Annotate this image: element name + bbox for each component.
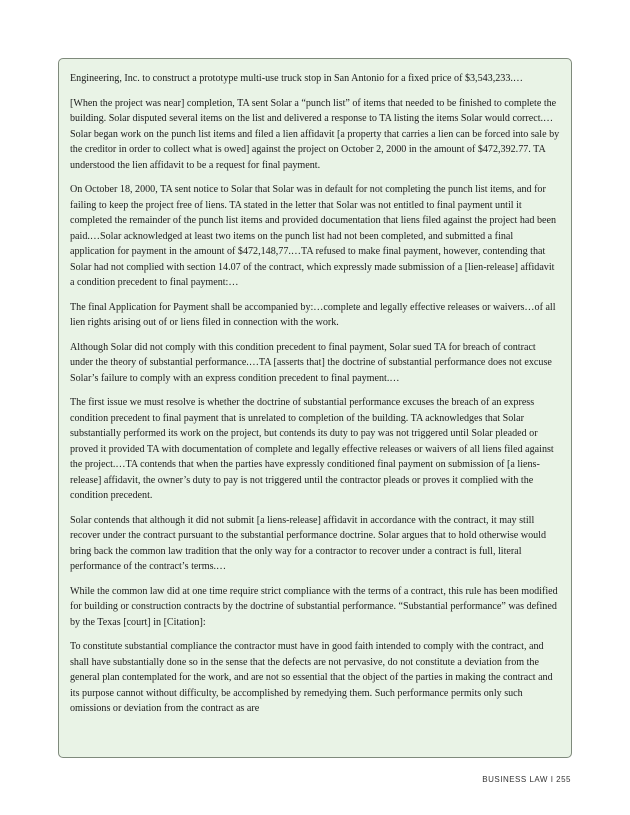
excerpt-paragraph-1: Engineering, Inc. to construct a prototype multi-use truck stop in San Antonio for a fixed price of $3,543,233.… [70,73,524,84]
excerpt-paragraph-7: Solar contends that although it did not submit [a liens-release] affidavit in accordance with the contract, it may still recover under the contract pursuant to the substantial performance doctrine. Solar argues that to hold otherwise would bring back the common law tradition that the only way for a contractor to recover under a contract is full, literal performance of the contract’s terms.… [70,514,547,572]
excerpt-paragraph-4: The final Application for Payment shall be accompanied by:…complete and legally effective releases or waivers…of all lien rights arising out of or liens filed in connection with the work. [70,301,556,328]
page-footer: BUSINESS LAW I 255 [482,775,571,784]
excerpt-paragraph-6: The first issue we must resolve is whether the doctrine of substantial performance excuses the breach of an express condition precedent to final payment that is unrelated to completion of the building. TA acknowledges that Solar substantially performed its work on the project, but contends its duty to pay was not triggered until Solar pleaded or proved it provided TA with documentation of complete and legally effective releases or waivers of all liens filed against the project.…TA contends that when the parties have expressly conditioned final payment on submission of [a liens-release] affidavit, the owner’s duty to pay is not triggered until the contractor pleads or proves it complied with the condition precedent. [70,397,554,501]
excerpt-paragraph-5: Although Solar did not comply with this condition precedent to final payment, Solar sued TA for breach of contract under the theory of substantial performance.…TA [asserts that] the doctrine of substantial performance does not excuse Solar’s failure to comply with an express condition precedent to final payment.… [70,341,552,384]
excerpt-paragraph-9: To constitute substantial compliance the contractor must have in good faith intended to comply with the contract, and shall have substantially done so in the sense that the defects are not pervasive, do not constitute a deviation from the general plan contemplated for the work, and are not so essential that the object of the parties in making the contract and its purpose cannot without difficulty, be accomplished by remedying them. Such performance permits only such omissions or deviation from the contract as are [70,641,553,714]
excerpt-paragraph-3: On October 18, 2000, TA sent notice to Solar that Solar was in default for not completing the punch list items, and for failing to keep the project free of liens. TA stated in the letter that Solar was not entitled to final payment until it completed the remainder of the punch list items and provided documentation that liens filed against the project had been paid.…Solar acknowledged at least two items on the punch list had not been completed, and submitted a final application for payment in the amount of $472,148,77.…TA refused to make final payment, however, contending that Solar had not complied with section 14.07 of the contract, which expressly made submission of a [lien-release] affidavit a condition precedent to final payment:… [70,184,557,288]
excerpt-paragraph-2: [When the project was near] completion, TA sent Solar a “punch list” of items that needed to be finished to complete the building. Solar disputed several items on the list and delivered a response to TA listing the items Solar would correct.…Solar began work on the punch list items and filed a lien affidavit [a property that carries a lien can be forced into sale by the creditor in order to collect what is owed] against the project on October 2, 2000 in the amount of $472,392.77. TA understood the lien affidavit to be a request for final payment. [70,97,560,171]
excerpt-paragraph-8: While the common law did at one time require strict compliance with the terms of a contract, this rule has been modified for building or construction contracts by the doctrine of substantial performance. “Substantial performance” was defined by the Texas [court] in [Citation]: [70,585,558,628]
case-excerpt-box [58,58,572,758]
